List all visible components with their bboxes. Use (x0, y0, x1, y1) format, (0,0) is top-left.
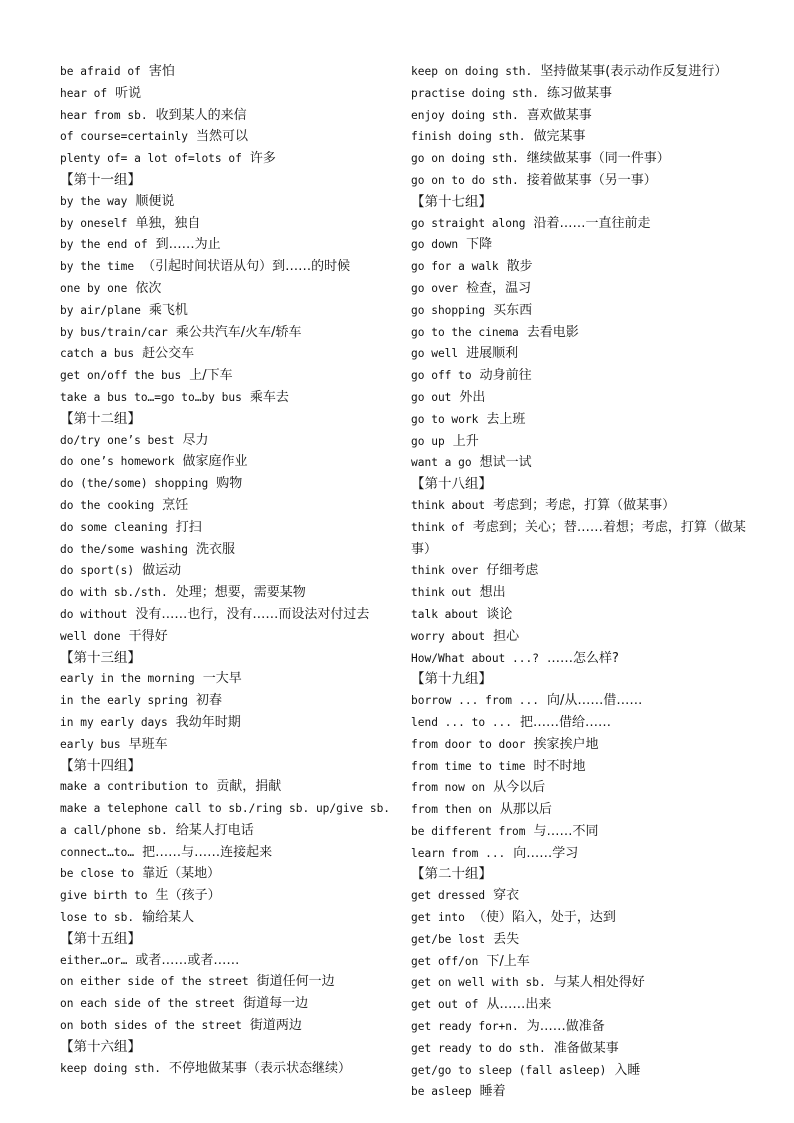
phrase-meaning: 害怕 (148, 64, 175, 79)
phrase-english: early in the morning (60, 672, 195, 686)
phrase-english: go shopping (411, 303, 486, 317)
phrase-meaning: 一大早 (202, 671, 242, 687)
phrase-meaning: 时不时地 (533, 758, 586, 774)
phrase-english: go off to (411, 369, 472, 383)
vocab-entry (60, 322, 396, 344)
phrase-meaning: 进展顺利 (466, 346, 519, 362)
phrase-meaning: 从那以后 (499, 802, 552, 818)
phrase-meaning: 赶公交车 (142, 346, 195, 362)
phrase-meaning: 洗衣服 (195, 541, 235, 557)
phrase-meaning: 没有……也行，没有……而设法对付过去 (135, 606, 370, 622)
vocab-entry (411, 105, 751, 127)
phrase-meaning: （引起时间状语从句）到……的时候 (142, 259, 351, 275)
group-header: 【第十二组】 (60, 410, 141, 427)
vocab-entry (60, 473, 396, 495)
phrase-meaning: 依次 (135, 280, 162, 296)
phrase-english: connect…to… (60, 845, 135, 859)
vocab-entry (411, 1038, 751, 1060)
phrase-meaning: 购物 (216, 476, 243, 492)
phrase-english: enjoy doing sth. (411, 108, 519, 122)
phrase-english: get/be lost (411, 932, 486, 946)
vocab-entry (411, 365, 751, 387)
phrase-english: learn from ... (411, 846, 506, 860)
phrase-english: think over (411, 564, 479, 578)
vocab-entry (411, 61, 751, 83)
phrase-english: do/try one’s best (60, 433, 175, 447)
phrase-english: get/go to sleep (fall asleep) (411, 1063, 607, 1077)
phrase-meaning: 动身前往 (479, 368, 532, 384)
phrase-meaning: 上/下车 (189, 368, 233, 384)
phrase-meaning: 早班车 (128, 736, 168, 752)
phrase-meaning: 或者……或者…… (135, 952, 240, 968)
phrase-english: make a telephone call to sb./ring sb. up/give sb. a call/phone sb. (60, 802, 391, 837)
phrase-english: make a contribution to (60, 780, 209, 794)
phrase-meaning: 把……借给…… (520, 714, 612, 730)
phrase-meaning: 初春 (195, 693, 222, 709)
phrase-english: get on/off the bus (60, 369, 182, 383)
vocab-entry (411, 148, 751, 170)
phrase-meaning: 收到某人的来信 (155, 107, 247, 123)
phrase-english: hear from sb. (60, 108, 148, 122)
phrase-meaning: 与……不同 (533, 823, 599, 839)
phrase-english: get off/on (411, 954, 479, 968)
vocab-entry (60, 626, 396, 648)
phrase-english: on each side of the street (60, 997, 236, 1011)
vocab-entry (411, 843, 751, 865)
phrase-meaning: ……怎么样? (546, 650, 619, 666)
phrase-english: well done (60, 629, 121, 643)
phrase-meaning: 准备做某事 (553, 1040, 619, 1056)
phrase-meaning: 喜欢做某事 (526, 107, 592, 123)
vocab-entry (60, 278, 396, 300)
vocab-entry (411, 951, 751, 973)
phrase-meaning: 输给某人 (142, 910, 195, 926)
vocab-entry (411, 604, 751, 626)
phrase-meaning: 做家庭作业 (182, 454, 248, 470)
phrase-english: go to the cinema (411, 325, 519, 339)
phrase-meaning: 从……出来 (486, 997, 552, 1013)
vocab-entry (60, 560, 396, 582)
vocab-entry (60, 256, 396, 278)
vocab-entry (60, 213, 396, 235)
vocab-entry (60, 191, 396, 213)
phrase-english: on both sides of the street (60, 1019, 242, 1033)
group-header: 【第二十组】 (411, 866, 492, 883)
vocab-entry (60, 83, 396, 105)
vocab-entry (60, 776, 396, 798)
vocab-entry (411, 885, 751, 907)
phrase-meaning: 担心 (493, 628, 520, 644)
vocab-entry (411, 409, 751, 431)
vocab-entry (60, 300, 396, 322)
phrase-meaning: 接着做某事（另一事） (526, 172, 657, 188)
phrase-meaning: 上升 (452, 433, 479, 449)
vocab-entry (60, 582, 396, 604)
vocab-entry (60, 539, 396, 561)
phrase-meaning: 丢失 (493, 931, 520, 947)
phrase-english: worry about (411, 629, 486, 643)
phrase-meaning: 乘公共汽车/火车/轿车 (175, 324, 302, 340)
phrase-english: borrow ... from ... (411, 694, 539, 708)
phrase-english: of course=certainly (60, 130, 188, 144)
vocab-entry (60, 907, 396, 929)
phrase-english: get ready for+n. (411, 1020, 519, 1034)
phrase-meaning: 考虑到；关心；替……着想；考虑，打算（做某事） (411, 519, 746, 557)
phrase-meaning: 做完某事 (533, 129, 586, 145)
vocab-entry (411, 278, 751, 300)
phrase-meaning: 下降 (466, 237, 493, 253)
phrase-english: from time to time (411, 759, 526, 773)
vocab-entry (411, 431, 751, 453)
phrase-english: go up (411, 434, 445, 448)
phrase-english: think of (411, 520, 465, 534)
phrase-english: do (the/some) shopping (60, 477, 209, 491)
phrase-english: think about (411, 498, 486, 512)
phrase-english: from then on (411, 803, 492, 817)
phrase-meaning: 乘飞机 (148, 302, 188, 318)
vocab-entry (411, 213, 751, 235)
vocab-entry (411, 777, 751, 799)
vocab-entry (411, 929, 751, 951)
vocab-entry (60, 734, 396, 756)
phrase-english: go over (411, 281, 459, 295)
phrase-meaning: 向/从……借…… (546, 693, 643, 709)
left-column (60, 61, 396, 1079)
phrase-meaning: 听说 (115, 85, 142, 101)
phrase-english: How/What about ...? (411, 651, 539, 665)
phrase-meaning: 街道每一边 (243, 996, 309, 1012)
phrase-meaning: 把……与……连接起来 (142, 844, 273, 860)
vocab-entry (60, 61, 396, 83)
phrase-meaning: 街道任何一边 (256, 974, 335, 990)
phrase-meaning: 仔细考虑 (486, 563, 539, 579)
vocab-entry (411, 756, 751, 778)
vocab-entry (411, 690, 751, 712)
group-header: 【第十八组】 (411, 476, 492, 493)
phrase-english: by the way (60, 194, 128, 208)
vocab-entry (411, 126, 751, 148)
phrase-english: from door to door (411, 737, 526, 751)
phrase-english: go well (411, 347, 459, 361)
phrase-english: one by one (60, 281, 128, 295)
phrase-english: lose to sb. (60, 911, 135, 925)
phrase-english: be close to (60, 867, 135, 881)
vocab-entry (411, 821, 751, 843)
group-header: 【第十一组】 (60, 171, 141, 188)
phrase-meaning: 外出 (459, 389, 486, 405)
vocab-entry (60, 950, 396, 972)
vocab-entry (411, 799, 751, 821)
phrase-meaning: 检查，温习 (466, 280, 532, 296)
vocab-entry (411, 83, 751, 105)
phrase-meaning: 贡献，捐献 (216, 779, 282, 795)
vocab-entry (60, 430, 396, 452)
vocab-entry (411, 626, 751, 648)
phrase-english: practise doing sth. (411, 86, 539, 100)
phrase-english: be afraid of (60, 65, 141, 78)
phrase-english: go down (411, 238, 459, 252)
phrase-english: from now on (411, 781, 486, 795)
vocab-entry (60, 148, 396, 170)
vocab-entry (411, 582, 751, 604)
phrase-meaning: 给某人打电话 (175, 822, 254, 838)
vocab-entry (60, 1015, 396, 1037)
vocab-entry (411, 256, 751, 278)
vocab-entry (411, 1016, 751, 1038)
phrase-english: get ready to do sth. (411, 1041, 546, 1055)
phrase-meaning: 去看电影 (526, 324, 579, 340)
phrase-meaning: 许多 (249, 151, 276, 167)
vocab-entry (411, 648, 751, 670)
vocab-entry (60, 343, 396, 365)
phrase-meaning: 处理；想要，需要某物 (175, 585, 306, 601)
phrase-english: by the time (60, 260, 135, 274)
phrase-english: in my early days (60, 715, 168, 729)
phrase-meaning: 穿衣 (493, 888, 520, 904)
phrase-meaning: 顺便说 (135, 193, 175, 209)
phrase-meaning: 单独，独自 (135, 215, 201, 231)
group-header: 【第十三组】 (60, 649, 141, 666)
vocab-entry (411, 322, 751, 344)
phrase-meaning: 街道两边 (249, 1018, 302, 1034)
phrase-english: do without (60, 607, 128, 621)
phrase-english: by air/plane (60, 303, 141, 317)
phrase-english: go straight along (411, 216, 526, 230)
phrase-english: think out (411, 586, 472, 600)
phrase-english: go to work (411, 412, 479, 426)
phrase-english: be different from (411, 824, 526, 838)
phrase-meaning: 向……学习 (513, 845, 579, 861)
vocab-entry (411, 907, 751, 929)
vocab-entry (411, 234, 751, 256)
phrase-meaning: 挨家挨户地 (533, 736, 599, 752)
phrase-meaning: 到……为止 (155, 237, 221, 253)
vocab-entry (60, 387, 396, 409)
right-column (411, 61, 751, 1103)
vocab-entry (411, 452, 751, 474)
phrase-meaning: 买东西 (493, 302, 533, 318)
group-header: 【第十九组】 (411, 671, 492, 688)
vocab-entry (60, 105, 396, 127)
phrase-english: early bus (60, 737, 121, 751)
phrase-english: plenty of= a lot of=lots of (60, 152, 242, 166)
vocab-entry (60, 365, 396, 387)
phrase-meaning: 想试一试 (479, 455, 532, 471)
vocab-entry (60, 971, 396, 993)
vocab-entry (60, 863, 396, 885)
vocab-entry (411, 972, 751, 994)
phrase-english: by the end of (60, 238, 148, 252)
vocab-entry (60, 126, 396, 148)
vocab-entry (411, 712, 751, 734)
phrase-english: finish doing sth. (411, 130, 526, 144)
phrase-meaning: 靠近（某地） (142, 866, 221, 882)
vocab-entry (60, 993, 396, 1015)
vocab-entry (60, 604, 396, 626)
vocab-entry (411, 734, 751, 756)
vocab-entry (411, 170, 751, 192)
vocab-entry (60, 495, 396, 517)
phrase-meaning: 与某人相处得好 (553, 975, 645, 991)
phrase-meaning: 下/上车 (486, 953, 530, 969)
phrase-meaning: 打扫 (175, 519, 202, 535)
vocab-entry (60, 798, 396, 842)
vocab-entry (411, 343, 751, 365)
phrase-english: catch a bus (60, 347, 135, 361)
phrase-english: want a go (411, 456, 472, 470)
phrase-english: on either side of the street (60, 975, 249, 989)
phrase-meaning: 谈论 (486, 606, 513, 622)
phrase-english: take a bus to…=go to…by bus (60, 390, 242, 404)
phrase-meaning: 不停地做某事（表示状态继续） (169, 1060, 352, 1076)
phrase-english: lend ... to ... (411, 715, 513, 729)
phrase-meaning: 继续做某事（同一件事） (526, 151, 670, 167)
phrase-english: go out (411, 390, 452, 404)
phrase-english: go on doing sth. (411, 152, 519, 166)
phrase-english: go for a walk (411, 260, 499, 274)
vocab-entry (60, 712, 396, 734)
phrase-english: do with sb./sth. (60, 586, 168, 600)
phrase-meaning: 乘车去 (249, 389, 289, 405)
vocab-entry (411, 994, 751, 1016)
phrase-meaning: 为……做准备 (526, 1019, 605, 1035)
phrase-meaning: 从今以后 (493, 780, 546, 796)
phrase-english: do the/some washing (60, 542, 188, 556)
vocab-entry (60, 668, 396, 690)
phrase-english: keep on doing sth. (411, 65, 533, 78)
phrase-meaning: 坚持做某事(表示动作反复进行） (540, 64, 728, 79)
vocab-entry (60, 451, 396, 473)
phrase-english: get dressed (411, 889, 486, 903)
vocab-entry (60, 842, 396, 864)
phrase-english: do sport(s) (60, 564, 135, 578)
phrase-meaning: 想出 (479, 585, 506, 601)
phrase-english: be asleep (411, 1085, 472, 1099)
phrase-english: get into (411, 911, 465, 925)
group-header: 【第十六组】 (60, 1038, 141, 1055)
group-header: 【第十四组】 (60, 757, 141, 774)
phrase-meaning: 烹饪 (162, 497, 189, 513)
vocab-entry (60, 885, 396, 907)
phrase-meaning: 做运动 (142, 563, 182, 579)
phrase-meaning: 生（孩子） (155, 888, 221, 904)
phrase-meaning: 睡着 (479, 1084, 506, 1100)
phrase-meaning: 入睡 (614, 1062, 641, 1078)
phrase-meaning: 去上班 (486, 411, 526, 427)
phrase-meaning: （使）陷入，处于，达到 (472, 910, 616, 926)
phrase-meaning: 练习做某事 (546, 85, 612, 101)
phrase-meaning: 当然可以 (195, 129, 248, 145)
vocab-entry (60, 1058, 396, 1080)
vocab-entry (60, 234, 396, 256)
phrase-english: give birth to (60, 889, 148, 903)
vocab-entry (60, 690, 396, 712)
vocab-entry (411, 495, 751, 517)
vocab-entry (411, 300, 751, 322)
phrase-english: hear of (60, 86, 108, 100)
phrase-english: talk about (411, 607, 479, 621)
vocab-entry (411, 517, 751, 561)
phrase-english: by bus/train/car (60, 325, 168, 339)
phrase-meaning: 考虑到；考虑，打算（做某事） (493, 497, 676, 513)
phrase-english: keep doing sth. (60, 1061, 162, 1075)
phrase-meaning: 散步 (506, 259, 533, 275)
phrase-english: do one’s homework (60, 455, 175, 469)
group-header: 【第十七组】 (411, 193, 492, 210)
phrase-english: get out of (411, 998, 479, 1012)
phrase-english: do some cleaning (60, 520, 168, 534)
vocab-entry (411, 387, 751, 409)
phrase-english: go on to do sth. (411, 173, 519, 187)
vocab-entry (60, 517, 396, 539)
phrase-english: in the early spring (60, 694, 188, 708)
phrase-meaning: 尽力 (182, 432, 209, 448)
phrase-english: either…or… (60, 953, 128, 967)
phrase-english: by oneself (60, 216, 128, 230)
phrase-english: get on well with sb. (411, 976, 546, 990)
phrase-english: do the cooking (60, 498, 155, 512)
phrase-meaning: 我幼年时期 (175, 714, 241, 730)
group-header: 【第十五组】 (60, 930, 141, 947)
vocab-entry (411, 1081, 751, 1103)
vocab-entry (411, 560, 751, 582)
vocab-entry (411, 1060, 751, 1082)
phrase-meaning: 沿着……一直往前走 (533, 215, 651, 231)
phrase-meaning: 干得好 (128, 628, 168, 644)
